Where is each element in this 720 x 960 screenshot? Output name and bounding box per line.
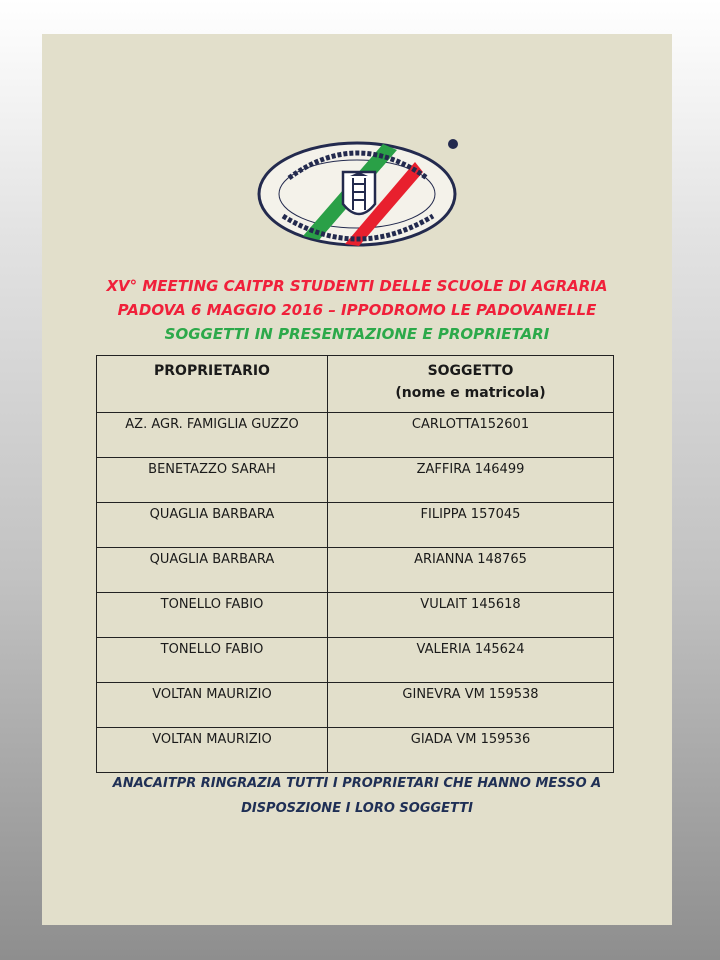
owner-cell: VOLTAN MAURIZIO: [97, 728, 328, 773]
owner-cell: QUAGLIA BARBARA: [97, 548, 328, 593]
thanks-line-2: DISPOSZIONE I LORO SOGGETTI: [241, 801, 473, 816]
table-row: [97, 503, 614, 548]
subject-cell: ARIANNA 148765: [328, 548, 614, 593]
table-row: [97, 638, 614, 683]
owner-cell: TONELLO FABIO: [97, 593, 328, 638]
subject-cell: GIADA VM 159536: [328, 728, 614, 773]
subject-cell: ZAFFIRA 146499: [328, 458, 614, 503]
table-row: [97, 548, 614, 593]
owners-table: [96, 355, 614, 773]
header-owner: PROPRIETARIO: [97, 356, 328, 413]
owner-cell: QUAGLIA BARBARA: [97, 503, 328, 548]
title-block: [42, 274, 672, 346]
table-row: [97, 458, 614, 503]
header-subject: [328, 356, 614, 413]
table-row: [97, 728, 614, 773]
table-header-row: [97, 356, 614, 413]
subject-cell: GINEVRA VM 159538: [328, 683, 614, 728]
subject-cell: VALERIA 145624: [328, 638, 614, 683]
owner-cell: BENETAZZO SARAH: [97, 458, 328, 503]
owner-cell: AZ. AGR. FAMIGLIA GUZZO: [97, 413, 328, 458]
header-subject-label: SOGGETTO: [427, 363, 514, 379]
logo-emblem: [255, 132, 465, 250]
subject-cell: VULAIT 145618: [328, 593, 614, 638]
subject-cell: FILIPPA 157045: [328, 503, 614, 548]
owner-cell: TONELLO FABIO: [97, 638, 328, 683]
table-row: [97, 413, 614, 458]
document-sheet: [42, 34, 672, 925]
title-line-1: XV° MEETING CAITPR STUDENTI DELLE SCUOLE DI AGRARIA: [106, 277, 608, 295]
table-row: [97, 683, 614, 728]
association-logo: [255, 132, 465, 250]
thanks-note: [42, 771, 672, 821]
table-row: [97, 593, 614, 638]
title-line-3: SOGGETTI IN PRESENTAZIONE E PROPRIETARI: [164, 325, 550, 343]
owner-cell: VOLTAN MAURIZIO: [97, 683, 328, 728]
header-subject-sublabel: (nome e matricola): [395, 385, 546, 401]
thanks-line-1: ANACAITPR RINGRAZIA TUTTI I PROPRIETARI CHE HANNO MESSO A: [112, 776, 602, 791]
title-line-2: PADOVA 6 MAGGIO 2016 – IPPODROMO LE PADOVANELLE: [117, 301, 597, 319]
subject-cell: CARLOTTA152601: [328, 413, 614, 458]
